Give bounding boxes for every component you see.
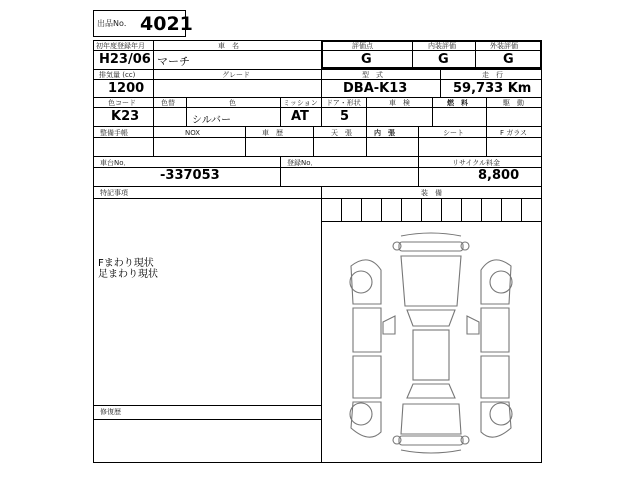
taillight-part: [461, 436, 469, 444]
interior-label: 内装評価: [428, 42, 456, 50]
row-divider: [93, 126, 542, 127]
paint-label: 色替: [161, 99, 175, 107]
col-divider: [486, 126, 487, 156]
right-front-wheel: [490, 271, 512, 293]
left-mirror-part: [383, 316, 395, 334]
left-fender-part: [351, 260, 381, 304]
exterior-value: G: [503, 52, 514, 67]
col-divider: [153, 97, 154, 126]
grid-line: [401, 199, 402, 221]
model-value: DBA-K13: [343, 81, 408, 96]
lot-number: 4021: [140, 13, 193, 35]
left-rear-door-part: [353, 356, 381, 398]
right-fender-part: [481, 260, 511, 304]
row-divider: [93, 107, 542, 108]
col-divider: [280, 97, 281, 126]
name-label: 車 名: [218, 42, 239, 50]
chassis-value: -337053: [160, 168, 220, 183]
right-mirror-part: [467, 316, 479, 334]
left-front-wheel: [350, 271, 372, 293]
col-divider: [366, 97, 367, 126]
grid-line: [381, 199, 382, 221]
f-glass-label: F ガラス: [500, 129, 528, 137]
notes-label: 特記事項: [100, 189, 128, 197]
left-rear-wheel: [350, 403, 372, 425]
sunroof-label: 天 張: [331, 129, 352, 137]
row-divider: [93, 186, 542, 187]
recycle-value: 8,800: [478, 168, 520, 183]
doors-label: ドア・形状: [326, 99, 361, 107]
front-bumper-part: [399, 242, 463, 251]
seat-label: シート: [443, 129, 464, 137]
col-divider: [153, 69, 154, 97]
inspection-label: 車 検: [389, 99, 410, 107]
grade-label: グレード: [222, 71, 250, 79]
row-divider: [93, 69, 542, 70]
color-code-value: K23: [111, 109, 140, 124]
car-diagram: [321, 222, 541, 462]
trunk-part: [401, 404, 461, 434]
grid-line: [481, 199, 482, 221]
history-label: 車 歴: [262, 129, 283, 137]
mission-value: AT: [291, 109, 309, 124]
col-divider: [418, 156, 419, 186]
left-quarter-part: [351, 402, 381, 437]
headlight-part: [461, 242, 469, 250]
repair-label: 修復歴: [100, 408, 121, 416]
first-reg-label: 初年度登録年月: [96, 42, 145, 50]
col-divider: [186, 97, 187, 126]
col-divider: [418, 126, 419, 156]
equipment-grid: [321, 199, 542, 221]
drive-label: 駆 動: [503, 99, 524, 107]
score-value: G: [361, 52, 372, 67]
col-divider: [366, 126, 367, 156]
col-divider: [153, 126, 154, 156]
right-quarter-part: [481, 402, 511, 437]
model-label: 型 式: [362, 71, 383, 79]
roof-part: [413, 330, 449, 380]
first-reg-value: H23/06: [99, 52, 151, 67]
repair-divider: [93, 419, 321, 420]
notes-line: Fまわり現状: [98, 258, 154, 269]
front-bumper-part: [401, 233, 461, 236]
right-rear-wheel: [490, 403, 512, 425]
col-divider: [486, 97, 487, 126]
repair-divider: [93, 405, 321, 406]
col-divider: [321, 69, 322, 97]
left-front-door-part: [353, 308, 381, 352]
interior2-label: 内 張: [374, 129, 395, 137]
color-code-label: 色コード: [108, 99, 136, 107]
mileage-value: 59,733 Km: [453, 81, 532, 96]
grid-line: [501, 199, 502, 221]
right-rear-door-part: [481, 356, 509, 398]
score-label: 評価点: [352, 42, 373, 50]
row-divider: [93, 97, 542, 98]
mission-label: ミッション: [283, 99, 318, 107]
exterior-label: 外装評価: [490, 42, 518, 50]
recycle-label: リサイクル料金: [452, 159, 501, 167]
rear-bumper-part: [401, 450, 461, 453]
grid-line: [521, 199, 522, 221]
grid-line: [421, 199, 422, 221]
headlight-part: [393, 242, 401, 250]
row-divider: [93, 137, 542, 138]
row-divider: [93, 79, 542, 80]
name-value: マーチ: [157, 55, 190, 68]
col-divider: [313, 126, 314, 156]
doors-value: 5: [340, 109, 350, 124]
rear-window-part: [407, 384, 455, 398]
grid-line: [441, 199, 442, 221]
col-divider: [321, 97, 322, 126]
grid-line: [361, 199, 362, 221]
col-divider: [280, 156, 281, 186]
notes-line: 足まわり現状: [98, 269, 158, 280]
fuel-label: 燃 料: [447, 99, 468, 107]
equipment-label: 装 備: [421, 189, 442, 197]
grid-line: [341, 199, 342, 221]
col-divider: [245, 126, 246, 156]
color-value: シルバー: [192, 115, 232, 126]
taillight-part: [393, 436, 401, 444]
lot-label: 出品No．: [97, 19, 132, 28]
windshield-part: [407, 310, 455, 326]
col-divider: [153, 40, 154, 69]
rear-bumper-part: [399, 436, 463, 445]
chassis-label: 車台No．: [100, 159, 131, 167]
right-front-door-part: [481, 308, 509, 352]
color-label: 色: [229, 99, 236, 107]
reg-no-label: 登録No．: [287, 159, 318, 167]
maintenance-label: 整備手帳: [100, 129, 128, 137]
hood-part: [401, 256, 461, 306]
displacement-label: 排気量 (cc): [99, 71, 136, 79]
displacement-value: 1200: [108, 81, 145, 96]
mileage-label: 走 行: [482, 71, 503, 79]
row-divider: [93, 156, 542, 157]
interior-value: G: [438, 52, 449, 67]
col-divider: [440, 69, 441, 97]
nox-label: NOX: [185, 129, 201, 137]
grid-line: [461, 199, 462, 221]
col-divider: [432, 97, 433, 126]
